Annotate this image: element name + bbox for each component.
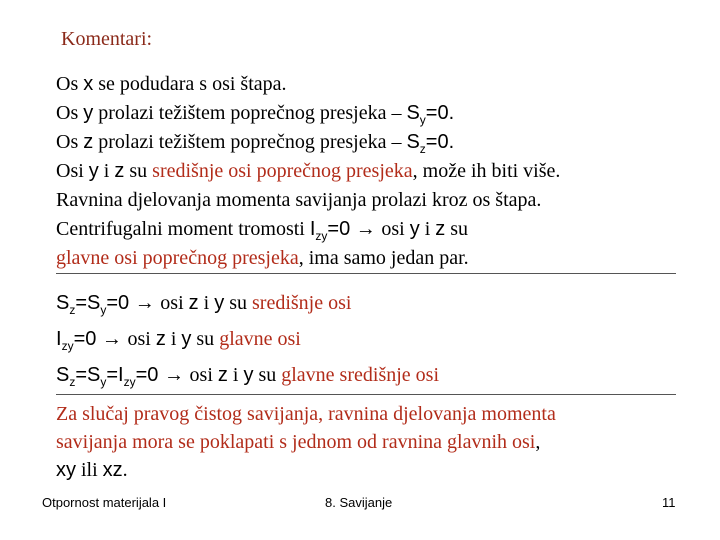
text-line: glavne osi poprečnog presjeka, ima samo jedan par. [56, 247, 469, 269]
highlight-text: glavne osi [219, 328, 301, 350]
comments-block [56, 70, 676, 274]
highlight-text: glavne središnje osi [281, 364, 439, 386]
text-line: savijanja mora se poklapati s jednom od ravnina glavnih osi, [56, 431, 541, 453]
footer-chapter: 8. Savijanje [325, 495, 393, 510]
footer-course: Otpornost materijala I [42, 495, 167, 510]
highlight-text: savijanja mora se poklapati s jednom od ravnina glavnih osi [56, 431, 536, 453]
slide-heading: Komentari: [61, 28, 153, 50]
highlight-text: glavne osi poprečnog presjeka [56, 247, 299, 269]
text-line: Os y prolazi težištem poprečnog presjeka – $S_y=0$. [56, 102, 455, 127]
conditions-block [56, 285, 676, 395]
text-line: Centrifugalni moment tromosti $I_{zy}=0$ → osi y i z su [56, 218, 469, 243]
page-number: 11 [662, 495, 676, 510]
highlight-text: središnje osi poprečnog presjeka [152, 160, 413, 182]
text-line: $S_z=S_y=0$ → osi z i y su središnje osi [56, 292, 352, 317]
pure-bending-block [56, 400, 676, 484]
highlight-text: središnje osi [252, 292, 352, 314]
text-line: $I_{zy}=0$ → osi z i y su glavne osi [56, 328, 301, 353]
text-line: xy ili xz. [56, 459, 128, 481]
text-line: Os z prolazi težištem poprečnog presjeka – $S_z=0$. [56, 131, 455, 156]
text-line: Za slučaj pravog čistog savijanja, ravnina djelovanja momenta [56, 403, 556, 425]
text-line: $S_z=S_y=I_{zy}=0$ → osi z i y su glavne središnje osi [56, 364, 439, 389]
text-line: Ravnina djelovanja momenta savijanja prolazi kroz os štapa. [56, 189, 542, 211]
text-line: Os x se podudara s osi štapa. [56, 73, 287, 95]
text-line: Osi y i z su središnje osi poprečnog presjeka, može ih biti više. [56, 160, 561, 182]
